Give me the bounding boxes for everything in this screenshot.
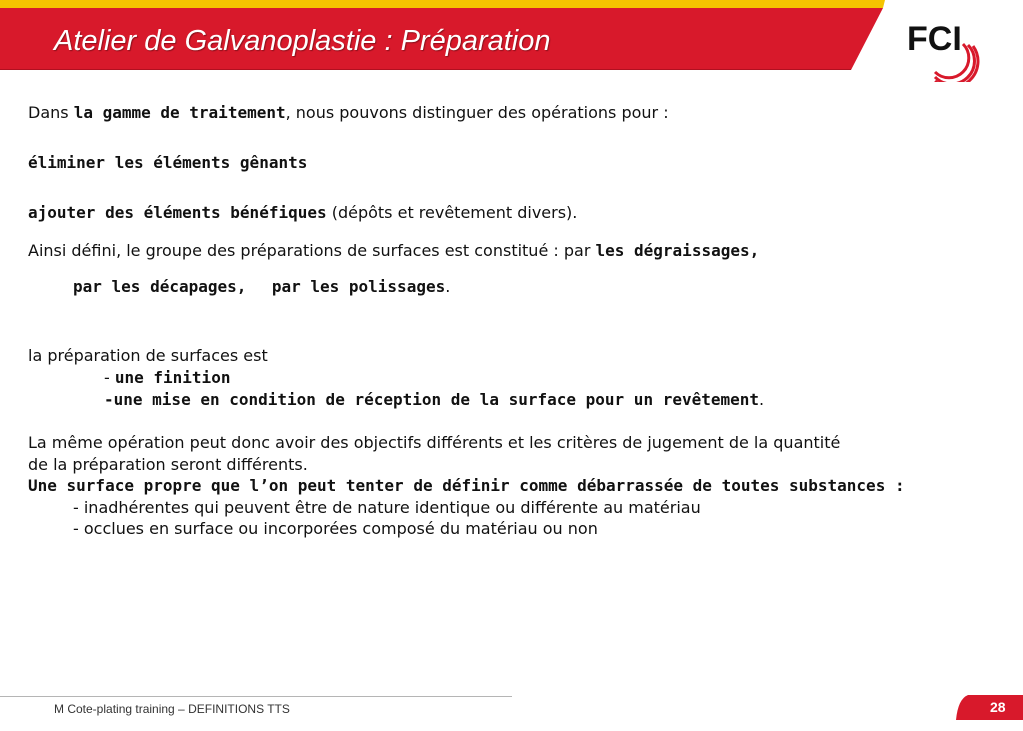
page-number: 28 [990,699,1006,715]
definition-line: Ainsi défini, le groupe des préparations de surfaces est constitué : par les dégraissages, [28,241,760,260]
slide-title: Atelier de Galvanoplastie : Préparation [54,25,551,57]
fci-logo [905,14,983,82]
bullet-occluded: - occlues en surface ou incorporées composé du matériau ou non [73,519,598,538]
finish-line: - une finition [104,368,231,387]
clean-surface-line: Une surface propre que l’on peut tenter de définir comme débarrassée de toutes substances : [28,476,905,495]
eliminate-line: éliminer les éléments gênants [28,153,308,172]
condition-line: -une mise en condition de réception de la surface pour un revêtement. [104,390,765,409]
methods-line: par les décapages, par les polissages. [73,277,451,296]
objectives-line-2: de la préparation seront différents. [28,455,308,474]
footer-text: M Cote-plating training – DEFINITIONS TTS [54,702,290,716]
add-line: ajouter des éléments bénéfiques (dépôts et revêtement divers). [28,203,578,222]
bullet-inadherent: - inadhérentes qui peuvent être de nature identique ou différente au matériau [73,498,701,517]
svg-text:FCI: FCI [907,20,962,58]
intro-line: Dans la gamme de traitement, nous pouvons distinguer des opérations pour : [28,103,669,122]
preparation-line: la préparation de surfaces est [28,346,268,365]
footer-divider [0,696,512,697]
objectives-line-1: La même opération peut donc avoir des objectifs différents et les critères de jugement de la quantité [28,433,841,452]
